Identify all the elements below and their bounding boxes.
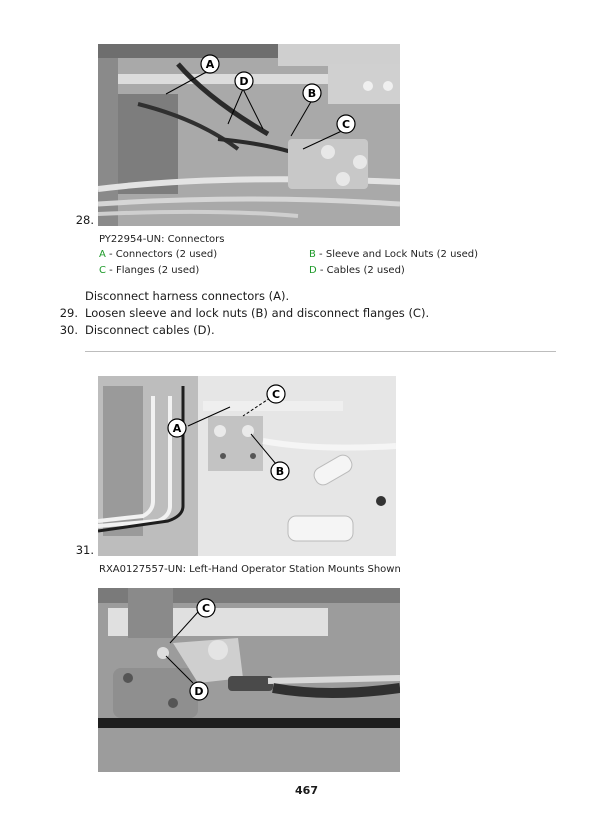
page-number: 467 — [295, 784, 318, 797]
callout-c — [267, 385, 285, 403]
step-number-31: 31. — [75, 543, 94, 557]
figure-cables-flanges — [98, 588, 400, 772]
callout-d — [235, 72, 253, 90]
section-divider — [85, 351, 556, 352]
step-disconnect-cables: Disconnect cables (D). — [85, 323, 215, 337]
cables-flanges-illustration — [98, 588, 400, 772]
legend-item-a: A - Connectors (2 used) — [99, 249, 218, 260]
svg-text:D: D — [194, 685, 204, 698]
svg-text:A: A — [172, 422, 182, 435]
callout-c — [337, 115, 355, 133]
svg-text:A: A — [205, 58, 215, 71]
figure-caption-connectors: PY22954-UN: Connectors — [99, 234, 225, 245]
svg-text:C: C — [271, 388, 281, 401]
figure-operator-station-mounts — [98, 376, 396, 556]
callout-a — [201, 55, 219, 73]
legend-item-c: C - Flanges (2 used) — [99, 265, 200, 276]
connectors-illustration — [98, 44, 400, 226]
svg-text:D: D — [239, 75, 249, 88]
callout-a — [168, 419, 186, 437]
figure-caption-operator-station: RXA0127557-UN: Left-Hand Operator Station Mounts Shown — [99, 564, 401, 575]
step-number-28: 28. — [75, 213, 94, 227]
step-number-30: 30. — [59, 323, 78, 337]
callout-b — [271, 462, 289, 480]
svg-text:B: B — [275, 465, 285, 478]
callout-d — [190, 682, 208, 700]
operator-station-mounts-illustration — [98, 376, 396, 556]
legend-item-b: B - Sleeve and Lock Nuts (2 used) — [309, 249, 479, 260]
svg-text:C: C — [201, 602, 211, 615]
svg-text:B: B — [307, 87, 317, 100]
step-number-29: 29. — [59, 306, 78, 320]
svg-text:C: C — [341, 118, 351, 131]
callout-c — [197, 599, 215, 617]
step-disconnect-harness: Disconnect harness connectors (A). — [85, 289, 290, 303]
legend-item-d: D - Cables (2 used) — [309, 265, 405, 276]
step-loosen-sleeve: Loosen sleeve and lock nuts (B) and disconnect flanges (C). — [85, 306, 430, 320]
callout-b — [303, 84, 321, 102]
figure-connectors — [98, 44, 400, 226]
